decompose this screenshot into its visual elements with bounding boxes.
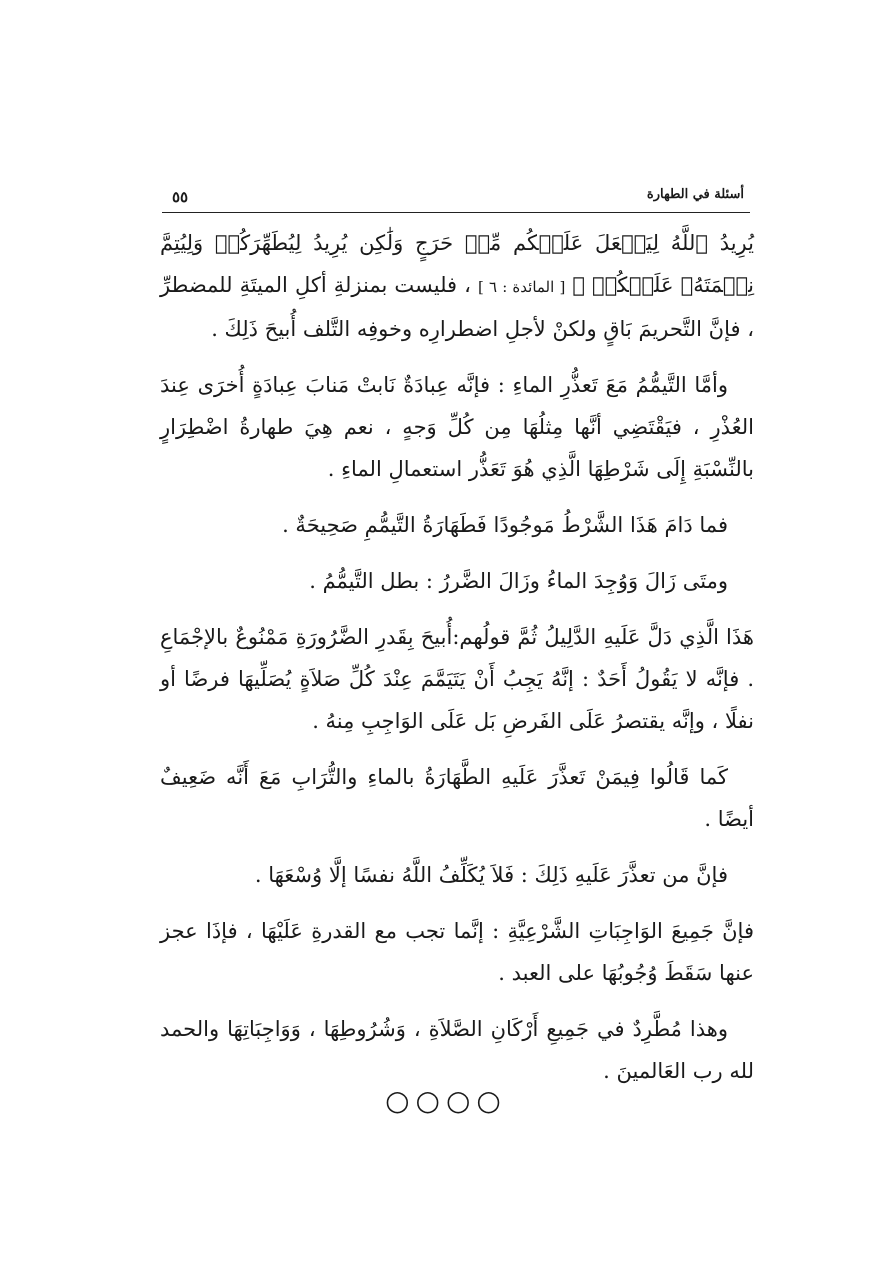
paragraph-4: ومتَى زَالَ وَوُجِدَ الماءُ وزَالَ الضَّررُ : بطل التَّيمُّمُ . bbox=[309, 569, 728, 593]
paragraph-5: هَذَا الَّذِي دَلَّ عَلَيهِ الدَّلِيلُ ثُمَّ قولُهم:أُبيحَ بِقَدرِ الضَّرُورَةِ مَمْنُوعٌ بالإجْمَاعِ . فإنَّه لا يَقُولُ أَحَدٌ : إنَّهُ يَجِبُ أَنْ يَتَيَمَّمَ عِنْدَ كُلِّ صَلاَةٍ يُصَلِّيهَا فرضًا أو نفلًا ، وإنَّه يقتصرُ عَلَى الفَرضِ بَل عَلَى الوَاجِبِ مِنهُ . bbox=[160, 625, 754, 733]
paragraph-text: ، فليست بمنزلةِ أكلِ الميتَةِ للمضطرِّ ، فإنَّ التَّحريمَ بَاقٍ ولكنْ لأجلِ اضطرارِه وخوفِه التَّلف أُبيحَ ذَلِكَ . bbox=[160, 273, 754, 341]
page-number: ٥٥ bbox=[172, 188, 189, 206]
paragraph-7: فإنَّ من تعذَّرَ عَلَيهِ ذَلِكَ : فَلاَ يُكَلِّفُ اللَّهُ نفسًا إلَّا وُسْعَهَا . bbox=[254, 863, 728, 887]
body-text bbox=[160, 222, 754, 1106]
page-header bbox=[160, 184, 750, 212]
paragraph-3: فما دَامَ هَذَا الشَّرْطُ مَوجُودًا فَطَهَارَةُ التَّيمُّمِ صَحِيحَةٌ . bbox=[282, 513, 728, 537]
paragraph-1 bbox=[160, 222, 754, 350]
paragraph-2: وأمَّا التَّيمُّمُ مَعَ تَعذُّرِ الماءِ : فإنَّه عِبادَةٌ نَابتْ مَنابَ عِبادَةٍ أُخرَى عِندَ العُذْرِ ، فيَقْتَضِي أنَّها مِثلُهَا مِن كُلِّ وَجهٍ ، نعم هِيَ طهارةُ اضْطِرَارٍ بالنِّسْبَةِ إِلَى شَرْطِهَا الَّذِي هُوَ تَعَذُّر استعمالِ الماءِ . bbox=[160, 373, 754, 481]
paragraph-8: فإنَّ جَمِيعَ الوَاجِبَاتِ الشَّرْعِيَّةِ : إنَّما تجب مع القدرةِ عَلَيْهَا ، فإذَا عجز عنها سَقَطَ وُجُوبُهَا على العبد . bbox=[160, 919, 754, 985]
paragraph-9: وهذا مُطَّرِدٌ في جَمِيعِ أَرْكَانِ الصَّلاَةِ ، وَشُرُوطِهَا ، وَوَاجِبَاتِهَا والحمد لله رب العَالمينَ . bbox=[160, 1017, 754, 1083]
running-title: أسئلة في الطهارة bbox=[646, 187, 744, 202]
verse-reference: [ المائدة : ٦ ] bbox=[477, 278, 566, 296]
header-rule bbox=[162, 212, 750, 213]
paragraph-6: كَما قَالُوا فِيمَنْ تَعذَّرَ عَلَيهِ الطَّهَارَةُ بالماءِ والتُّرَابِ مَعَ أَنَّه ضَعِيفٌ أيضًا . bbox=[160, 765, 754, 831]
end-ornament: ○○○○ bbox=[385, 1084, 507, 1117]
quran-verse: يُرِيدُ ٱللَّهُ لِيَجۡعَلَ عَلَيۡكُم مِّنۡ حَرَجٍ وَلَٰكِن يُرِيدُ لِيُطَهِّرَكُمۡ وَلِيُتِمَّ نِعۡمَتَهُۥ عَلَيۡكُمۡ ﴾ bbox=[160, 231, 754, 297]
